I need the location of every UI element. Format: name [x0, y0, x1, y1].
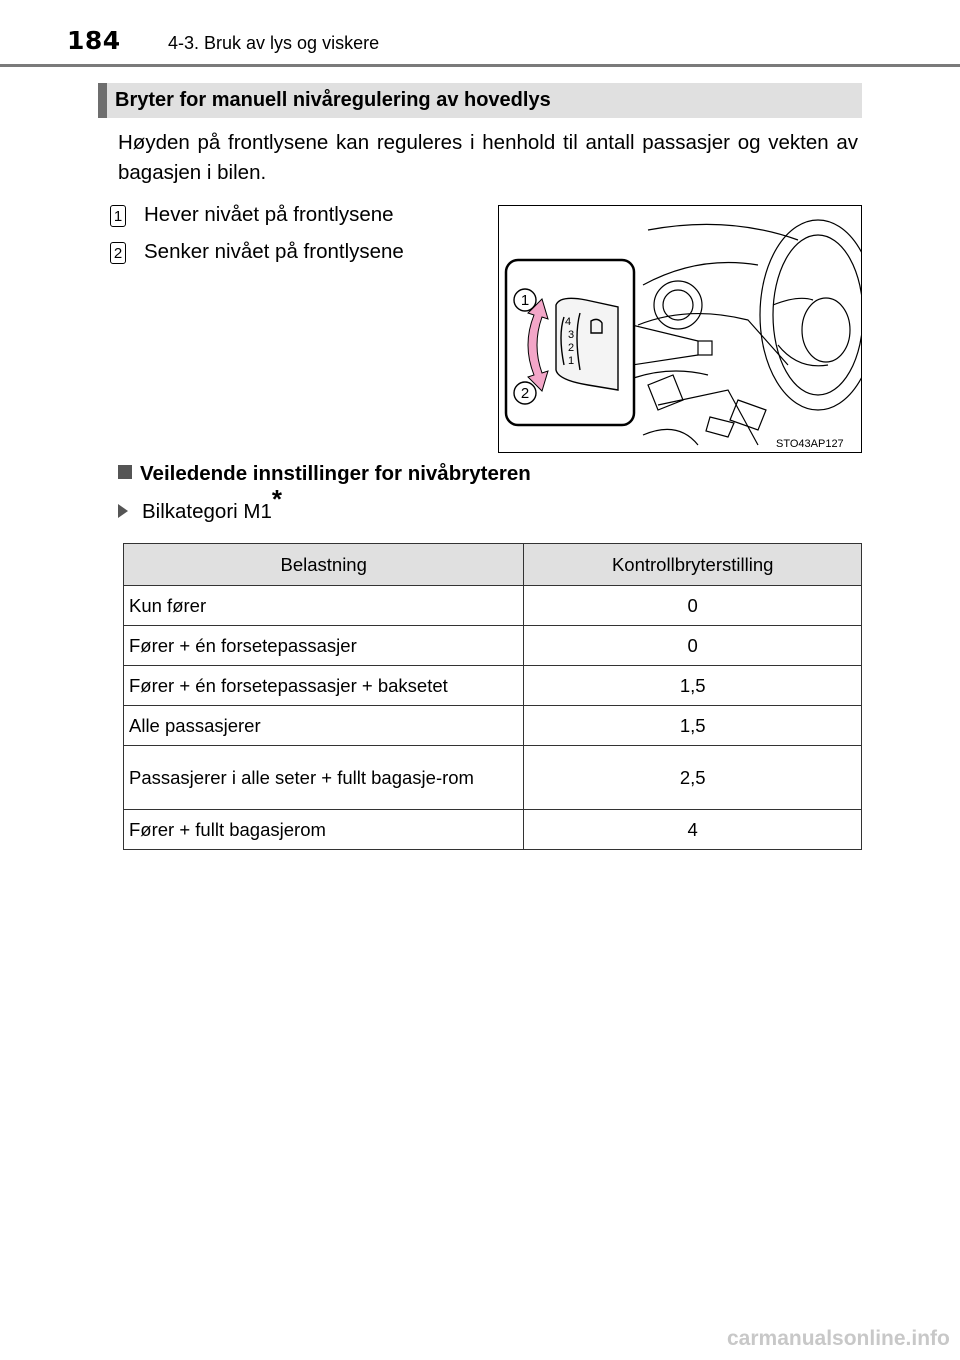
page-number: 184 — [67, 26, 121, 55]
dial-mark: 3 — [568, 329, 575, 341]
subsection-title: Veiledende innstillinger for nivåbryteren — [140, 462, 531, 485]
dial-mark: 1 — [568, 355, 575, 367]
item-number-badge: 2 — [110, 242, 126, 264]
headlight-switch-illustration — [498, 205, 862, 453]
load-cell: Alle passasjerer — [124, 706, 524, 746]
table-header-row — [124, 544, 862, 586]
load-cell: Passasjerer i alle seter + fullt bagasje-rom — [124, 746, 524, 810]
table-row — [124, 746, 862, 810]
dial-mark: 2 — [568, 342, 575, 354]
item-lower-text: Senker nivået på frontlysene — [144, 240, 404, 263]
watermark: carmanualsonline.info — [727, 1327, 950, 1350]
item-number-badge: 1 — [110, 205, 126, 227]
callout-1: 1 — [520, 292, 530, 309]
load-cell: Fører + én forsetepassasjer — [124, 626, 524, 666]
load-cell: Kun fører — [124, 586, 524, 626]
load-cell: Fører + én forsetepassasjer + baksetet — [124, 666, 524, 706]
section-title-bar — [98, 83, 862, 118]
footnote-mark: * — [271, 484, 283, 515]
table-row — [124, 586, 862, 626]
position-cell: 0 — [524, 586, 862, 626]
vehicle-category-text: Bilkategori M1 — [142, 500, 272, 523]
subsection-heading — [118, 462, 531, 486]
position-cell: 1,5 — [524, 666, 862, 706]
header-cell-load: Belastning — [124, 544, 524, 586]
item-raise-text: Hever nivået på frontlysene — [144, 203, 394, 226]
position-cell: 1,5 — [524, 706, 862, 746]
illustration-code: STO43AP127 — [776, 438, 844, 450]
intro-paragraph: Høyden på frontlysene kan reguleres i henhold til antall passasjer og vekten av bagasjen i bilen. — [118, 131, 858, 184]
vehicle-category-bullet — [118, 484, 283, 524]
load-cell: Fører + fullt bagasjerom — [124, 810, 524, 850]
chapter-title: 4-3. Bruk av lys og viskere — [168, 33, 380, 53]
header-rule — [0, 64, 960, 67]
leveling-settings-table — [123, 543, 862, 850]
callout-2: 2 — [520, 385, 530, 402]
header-cell-switch-position: Kontrollbryterstilling — [524, 544, 862, 586]
table-row — [124, 626, 862, 666]
position-cell: 2,5 — [524, 746, 862, 810]
table-row — [124, 706, 862, 746]
dial-mark: 4 — [565, 316, 572, 328]
table-row — [124, 666, 862, 706]
table-row — [124, 810, 862, 850]
position-cell: 4 — [524, 810, 862, 850]
section-title: Bryter for manuell nivåregulering av hovedlys — [115, 89, 551, 111]
position-cell: 0 — [524, 626, 862, 666]
section-marker — [98, 83, 107, 118]
square-bullet-icon — [118, 465, 132, 479]
triangle-bullet-icon — [118, 504, 128, 518]
